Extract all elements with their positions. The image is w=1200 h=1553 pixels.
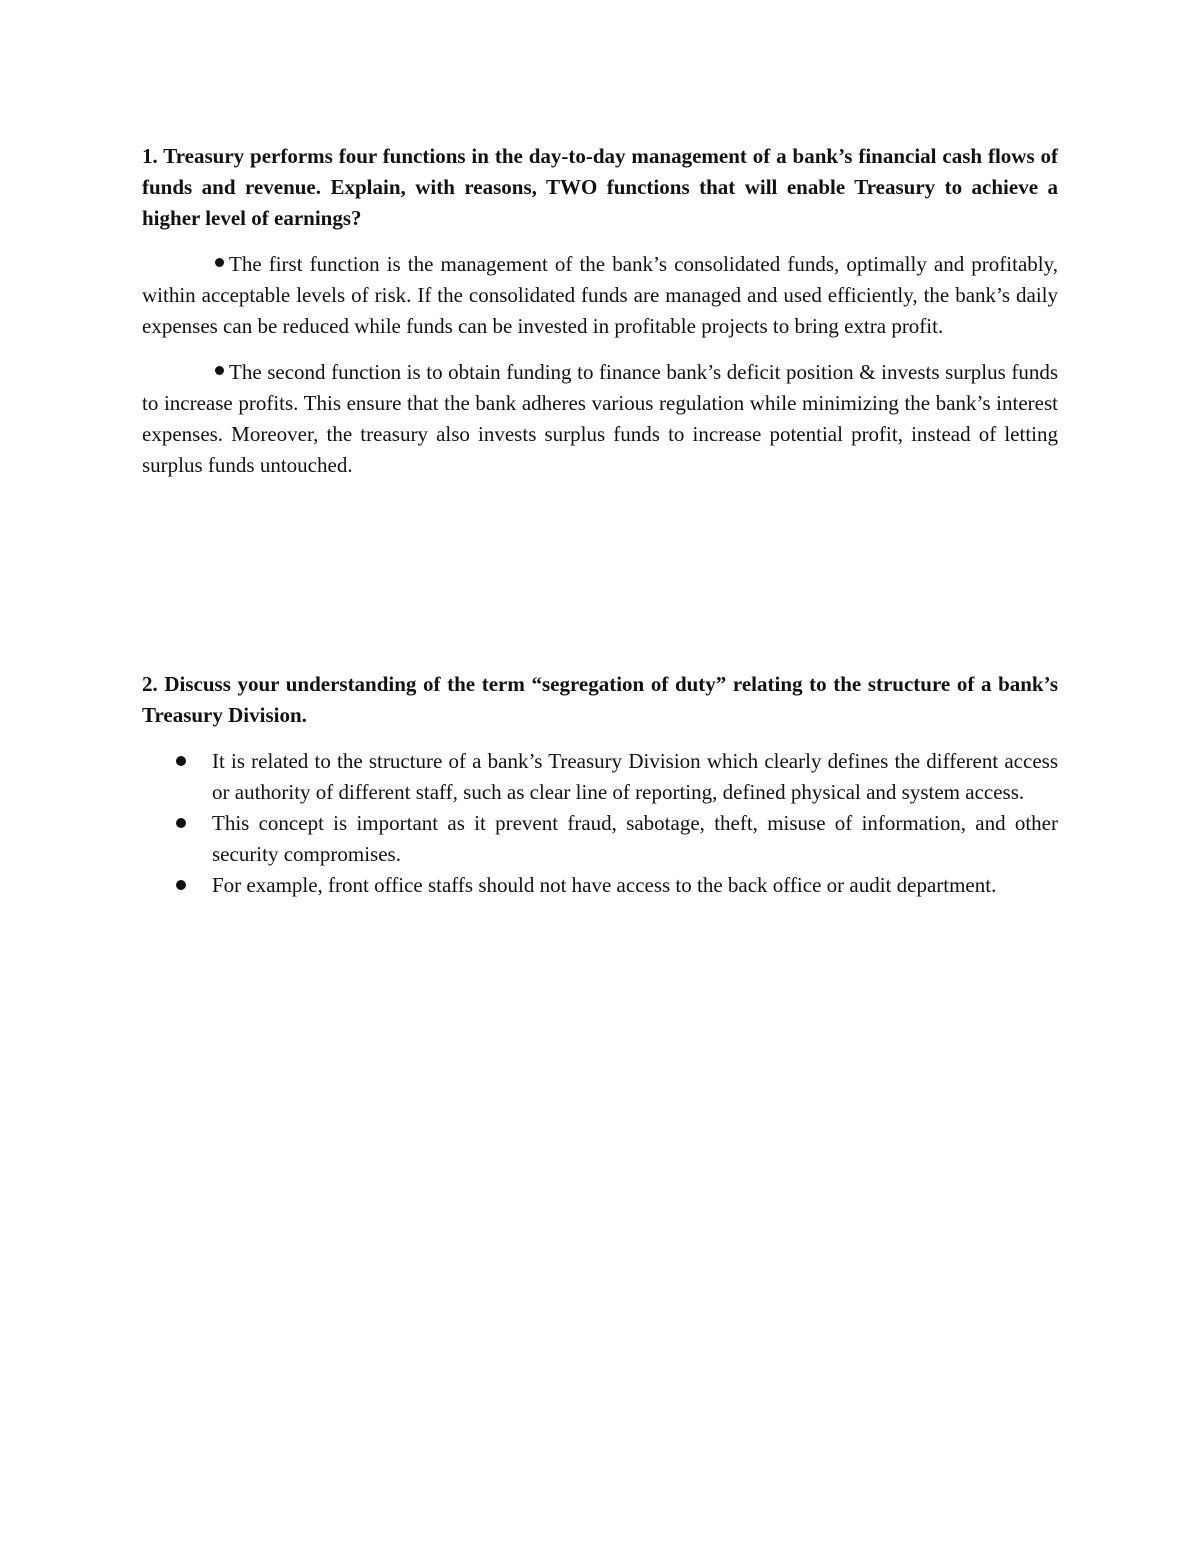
bullet-icon [176,880,186,890]
question-1: 1. Treasury performs four functions in the day-to-day management of a bank’s financial cash flows of funds and revenue. Explain, with reasons, TWO functions that will enable Treasury to achieve a higher level of earnings? [142,144,1058,230]
answer-1-item [142,249,1058,342]
section-1 [142,141,1058,481]
bullet-icon [176,818,186,828]
bullet-icon [176,756,186,766]
list-item-text: It is related to the structure of a bank’s Treasury Division which clearly defines the different access or authority of different staff, such as clear line of reporting, defined physical and system access. [212,749,1058,804]
list-item-text: For example, front office staffs should not have access to the back office or audit department. [212,873,997,897]
list-item [142,870,1058,901]
answer-2-item [142,357,1058,481]
answer-2-text: The second function is to obtain funding to finance bank’s deficit position & invests surplus funds to increase profits. This ensure that the bank adheres various regulation while minimizing the bank’s interest expenses. Moreover, the treasury also invests surplus funds to increase potential profit, instead of letting surplus funds untouched. [142,360,1058,477]
question-2: 2. Discuss your understanding of the term “segregation of duty” relating to the structure of a bank’s Treasury Division. [142,672,1058,727]
list-item-text: This concept is important as it prevent fraud, sabotage, theft, misuse of information, and other security compromises. [212,811,1058,866]
answer-bullet-list [142,746,1058,901]
answer-1-text: The first function is the management of the bank’s consolidated funds, optimally and profitably, within acceptable levels of risk. If the consolidated funds are managed and used efficiently, the bank’s daily expenses can be reduced while funds can be invested in profitable projects to bring extra profit. [142,252,1058,338]
bullet-icon [214,378,227,379]
list-item [142,808,1058,870]
bullet-icon [214,270,227,271]
list-item [142,746,1058,808]
section-2 [142,669,1058,901]
